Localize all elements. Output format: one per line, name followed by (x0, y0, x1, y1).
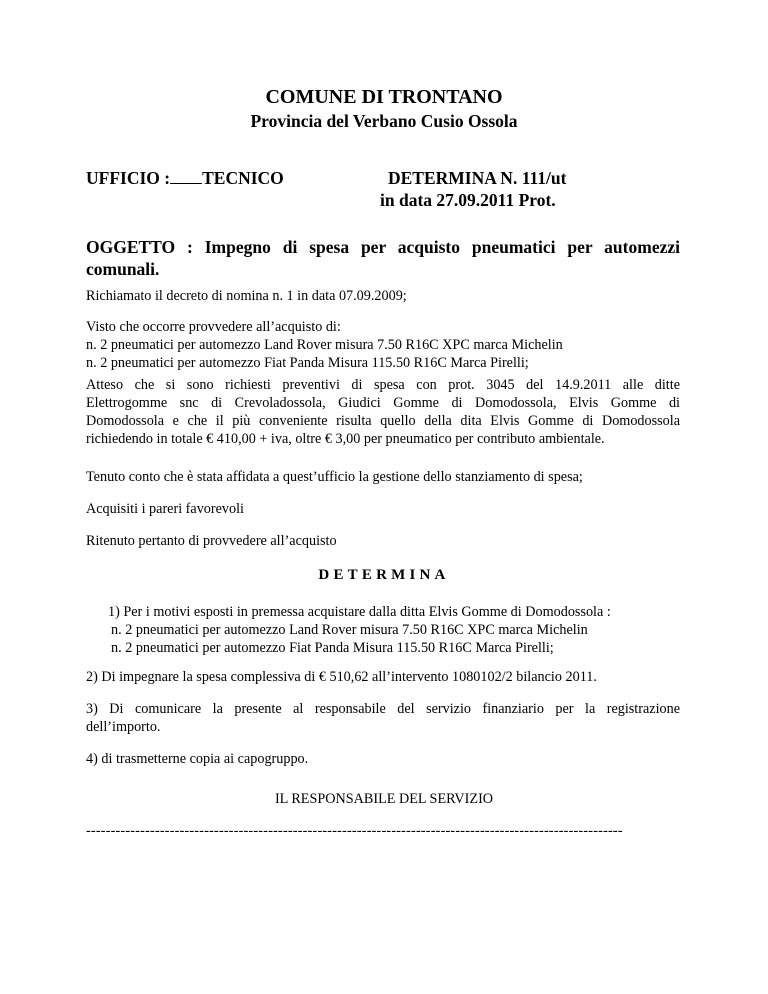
oggetto-line-1: OGGETTO : Impegno di spesa per acquisto pneumatici per automezzi (86, 237, 680, 257)
determina-date: in data 27.09.2011 Prot. (380, 190, 556, 210)
item-3-line: 3) Di comunicare la presente al responsabile del servizio finanziario per la registrazione (86, 701, 680, 717)
determina-heading: DETERMINA (318, 567, 450, 583)
determina-number: DETERMINA N. 111/ut (388, 168, 567, 188)
paragraph-ritenuto (86, 532, 680, 550)
visto-line: n. 2 pneumatici per automezzo Fiat Panda Misura 115.50 R16C Marca Pirelli; (86, 355, 529, 371)
item-3-line: dell’importo. (86, 719, 161, 735)
signature-label: IL RESPONSABILE DEL SERVIZIO (274, 791, 494, 807)
item-1-line: 1) Per i motivi esposti in premessa acquistare dalla ditta Elvis Gomme di Domodossola : (108, 604, 611, 620)
richiamato-text: Richiamato il decreto di nomina n. 1 in data 07.09.2009; (86, 288, 407, 304)
item-4-text: 4) di trasmetterne copia ai capogruppo. (86, 751, 309, 767)
office-label: UFFICIO : (86, 168, 171, 188)
visto-line: n. 2 pneumatici per automezzo Land Rover misura 7.50 R16C XPC marca Michelin (86, 337, 563, 353)
comune-title: COMUNE DI TRONTANO (265, 86, 503, 108)
item-4 (86, 750, 680, 768)
paragraph-richiamato (86, 287, 680, 305)
acquisiti-text: Acquisiti i pareri favorevoli (86, 501, 244, 517)
office-blank-line (170, 169, 202, 184)
office-name: TECNICO (202, 168, 284, 188)
atteso-line: richiedendo in totale € 410,00 + iva, oltre € 3,00 per pneumatico per contributo ambientale. (86, 431, 605, 447)
item-2-text: 2) Di impegnare la spesa complessiva di € 510,62 all’intervento 1080102/2 bilancio 2011. (86, 669, 597, 685)
ritenuto-text: Ritenuto pertanto di provvedere all’acquisto (86, 533, 337, 549)
paragraph-tenuto (86, 468, 680, 486)
tenuto-text: Tenuto conto che è stata affidata a quest’ufficio la gestione dello stanziamento di spesa; (86, 469, 583, 485)
item-1 (108, 603, 611, 657)
oggetto-block (86, 236, 680, 280)
dashed-divider: ------------------------------------------------------------------------------------------------------------- (86, 823, 623, 839)
atteso-line: Domodossola e che il più conveniente risulta quello della dita Elvis Gomme di Domodossola (86, 413, 680, 429)
paragraph-acquisiti (86, 500, 680, 518)
provincia-subtitle: Provincia del Verbano Cusio Ossola (250, 111, 518, 131)
item-3 (86, 700, 680, 736)
atteso-line: Atteso che si sono richiesti preventivi di spesa con prot. 3045 del 14.9.2011 alle ditte (86, 377, 680, 393)
item-2 (86, 668, 680, 686)
paragraph-atteso (86, 376, 680, 448)
oggetto-line-2: comunali. (86, 259, 160, 279)
item-1-line: n. 2 pneumatici per automezzo Fiat Panda Misura 115.50 R16C Marca Pirelli; (111, 640, 554, 656)
office-line (86, 168, 284, 189)
visto-line: Visto che occorre provvedere all’acquisto di: (86, 319, 341, 335)
item-1-line: n. 2 pneumatici per automezzo Land Rover misura 7.50 R16C XPC marca Michelin (111, 622, 588, 638)
atteso-line: Elettrogomme snc di Crevoladossola, Giudici Gomme di Domodossola, Elvis Gomme di (86, 395, 680, 411)
paragraph-visto (86, 318, 680, 372)
